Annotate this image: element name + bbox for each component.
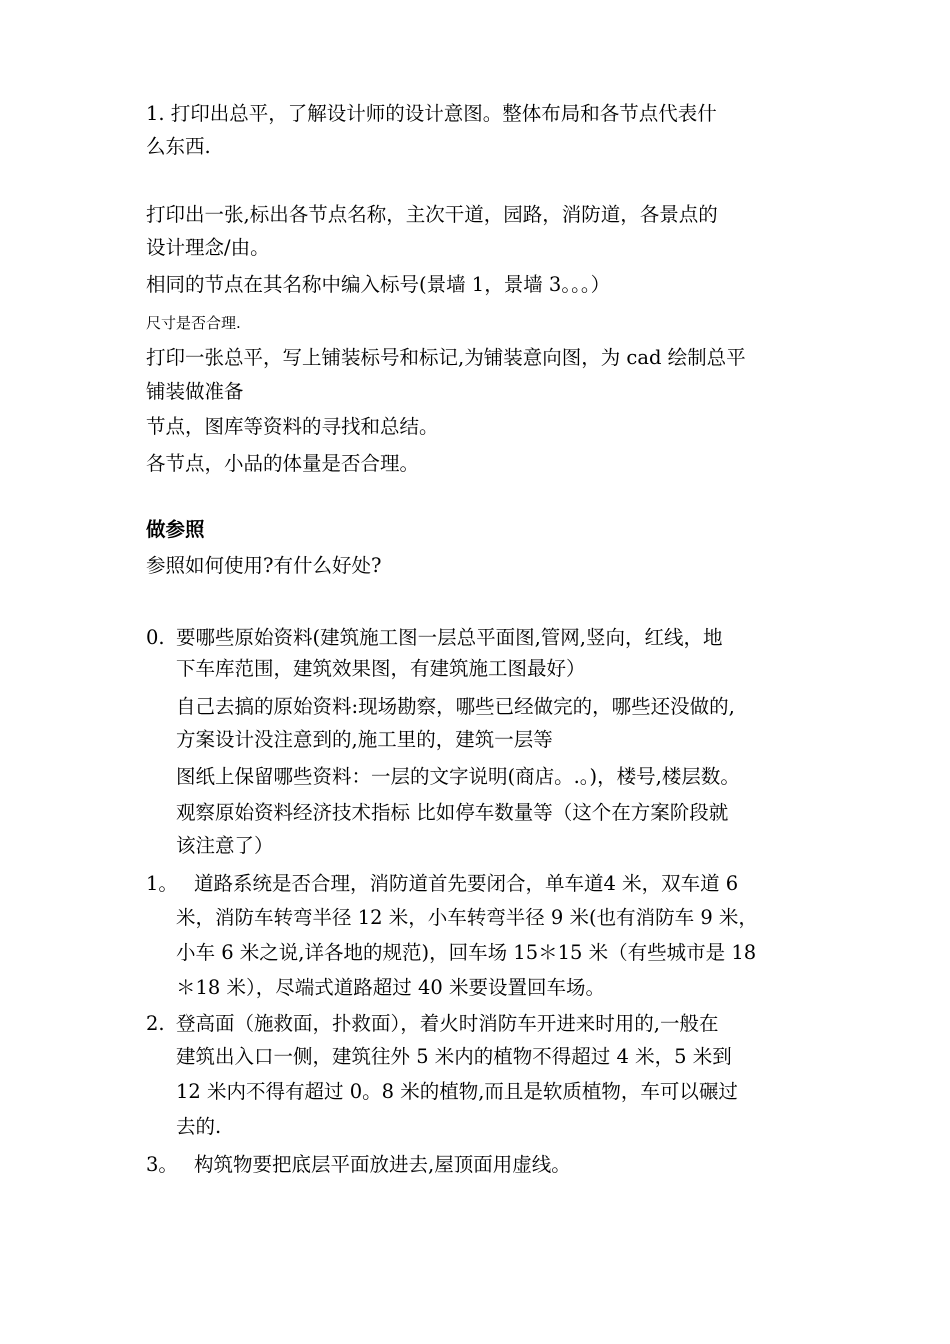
item-2-line-1: 登高面（施救面，扑救面），着火时消防车开进来时用的,一般在	[176, 1012, 719, 1035]
note-line-4: 尺寸是否合理.	[146, 314, 241, 332]
intro-line-1: 1. 打印出总平，了解设计师的设计意图。整体布局和各节点代表什	[146, 102, 717, 125]
item-0-line-7: 该注意了）	[176, 834, 274, 857]
item-0-line-2: 下车库范围，建筑效果图，有建筑施工图最好）	[176, 657, 586, 680]
item-0-line-4: 方案设计没注意到的,施工里的，建筑一层等	[176, 728, 553, 751]
item-0-line-5: 图纸上保留哪些资料：一层的文字说明(商店。.。)，楼号,楼层数。	[176, 765, 740, 788]
item-1-line-1: 道路系统是否合理，消防道首先要闭合，单车道4 米，双车道 6	[194, 872, 739, 895]
note-line-3: 相同的节点在其名称中编入标号(景墙 1，景墙 3。。。）	[146, 273, 611, 296]
item-2-line-2: 建筑出入口一侧，建筑往外 5 米内的植物不得超过 4 米，5 米到	[176, 1045, 732, 1068]
item-2-number: 2.	[146, 1012, 165, 1035]
item-0-line-1: 要哪些原始资料(建筑施工图一层总平面图,管网,竖向，红线，地	[176, 626, 723, 649]
item-1-line-3: 小车 6 米之说,详各地的规范)，回车场 15＊15 米（有些城市是 18	[176, 941, 757, 964]
note-line-7: 节点，图库等资料的寻找和总结。	[146, 415, 439, 438]
item-1-number: 1。	[146, 872, 178, 895]
item-3-number: 3。	[146, 1153, 178, 1176]
item-0-number: 0.	[146, 626, 165, 649]
intro-line-2: 么东西.	[146, 135, 211, 158]
note-line-6: 铺装做准备	[146, 380, 244, 403]
item-0-line-3: 自己去搞的原始资料:现场勘察，哪些已经做完的，哪些还没做的,	[176, 695, 735, 718]
note-line-1: 打印出一张,标出各节点名称，主次干道，园路，消防道，各景点的	[146, 203, 718, 226]
item-1-line-2: 米，消防车转弯半径 12 米，小车转弯半径 9 米(也有消防车 9 米，	[176, 906, 758, 929]
note-line-2: 设计理念/由。	[146, 236, 270, 259]
note-line-5: 打印一张总平，写上铺装标号和标记,为铺装意向图，为 cad 绘制总平	[146, 346, 746, 369]
reference-heading: 做参照	[146, 518, 205, 541]
item-1-line-4: ＊18 米），尽端式道路超过 40 米要设置回车场。	[176, 976, 605, 999]
reference-question: 参照如何使用?有什么好处?	[146, 554, 382, 577]
note-line-8: 各节点，小品的体量是否合理。	[146, 452, 420, 475]
item-0-line-6: 观察原始资料经济技术指标 比如停车数量等（这个在方案阶段就	[176, 801, 729, 824]
item-2-line-3: 12 米内不得有超过 0。8 米的植物,而且是软质植物，车可以碾过	[176, 1080, 738, 1103]
item-2-line-4: 去的.	[176, 1115, 222, 1138]
item-3-line-1: 构筑物要把底层平面放进去,屋顶面用虚线。	[194, 1153, 571, 1176]
